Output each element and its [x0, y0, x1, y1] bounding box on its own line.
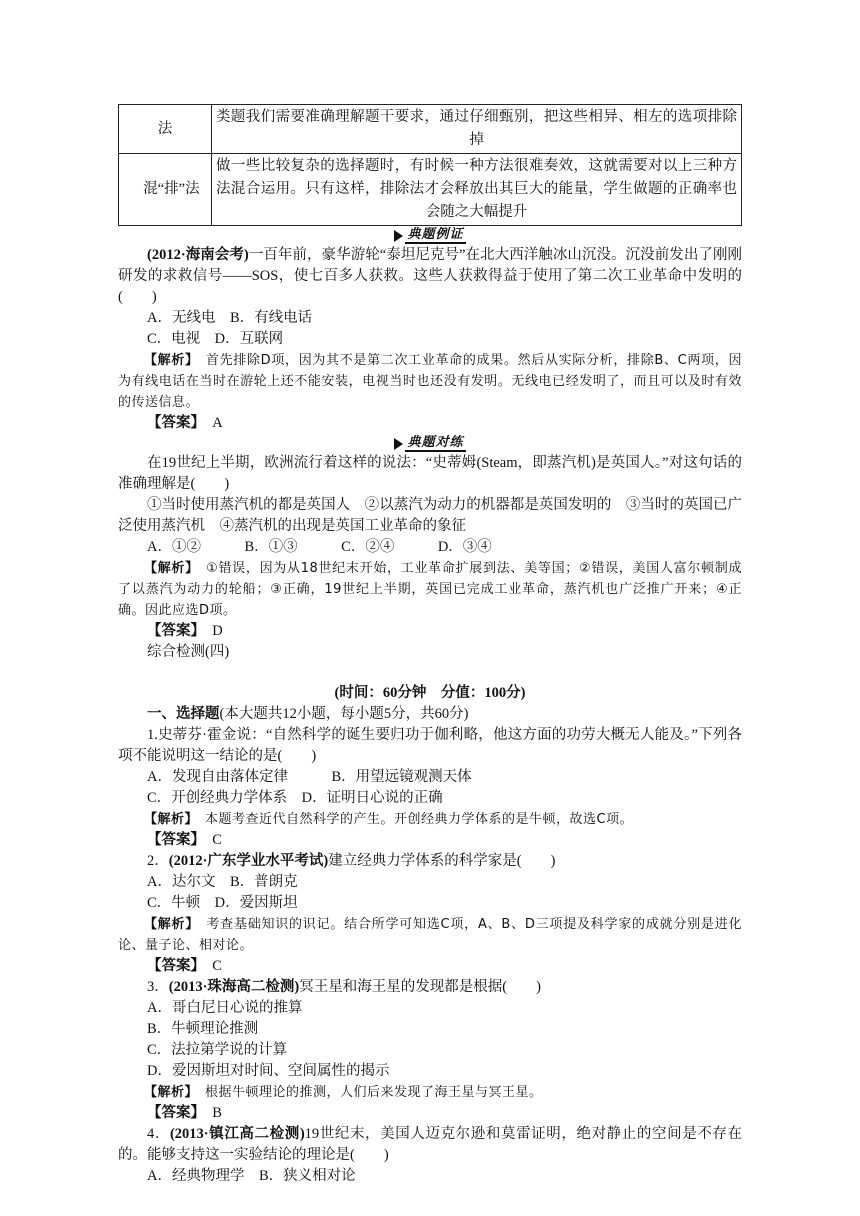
practice-banner: 典题对练	[118, 435, 742, 453]
test-title: 综合检测(四)	[147, 644, 230, 660]
q1-options-1: A．发现自由落体定律 B．用望远镜观测天体	[147, 769, 472, 785]
table-label: 法	[119, 105, 212, 154]
q2-options-1: A．达尔文 B．普朗克	[147, 874, 298, 890]
question-2: 2．(2012·广东学业水平考试)建立经典力学体系的科学家是( )	[147, 853, 556, 869]
practice-items: ①当时使用蒸汽机的都是英国人 ②以蒸汽为动力的机器都是英国发明的 ③当时的英国已广泛使用蒸汽机 ④蒸汽机的出现是英国工业革命的象征	[118, 497, 742, 534]
document-page	[118, 104, 742, 1187]
q1-analysis: 【解析】 本题考查近代自然科学的产生。开创经典力学体系的是牛顿，故选C项。	[144, 812, 634, 827]
q3-answer: 【答案】 B	[147, 1105, 222, 1121]
example-options-1: A．无线电 B．有线电话	[147, 310, 313, 326]
q3-option-a: A．哥白尼日心说的推算	[147, 1000, 303, 1016]
q1-answer: 【答案】 C	[147, 832, 222, 848]
table-row	[119, 154, 742, 226]
practice-analysis: 【解析】 ①错误，因为从18世纪末开始，工业革命扩展到法、美等国；②错误，美国人富尔顿制成了以蒸汽为动力的轮船；③正确，19世纪上半期，英国已完成工业革命，蒸汽机也广泛推广开来；④正确。因此应选D项。	[118, 561, 742, 618]
q2-analysis: 【解析】 考查基础知识的识记。结合所学可知选C项，A、B、D三项提及科学家的成就分别是进化论、量子论、相对论。	[118, 917, 742, 953]
triangle-icon	[394, 438, 403, 450]
section-heading: 一、选择题(本大题共12小题，每小题5分，共60分)	[147, 706, 469, 722]
q1-options-2: C．开创经典力学体系 D．证明日心说的正确	[147, 790, 443, 806]
practice-answer: 【答案】 D	[147, 623, 223, 639]
q2-answer: 【答案】 C	[147, 958, 222, 974]
example-options-2: C．电视 D．互联网	[147, 331, 284, 347]
test-meta: (时间：60分钟 分值：100分)	[334, 685, 526, 701]
example-question: (2012·海南会考)一百年前，豪华游轮“泰坦尼克号”在北大西洋触冰山沉没。沉没前发出了刚刚研发的求救信号——SOS，使七百多人获救。这些人获救得益于使用了第二次工业革命中发明的( )	[118, 247, 742, 305]
methods-table	[118, 104, 742, 226]
table-row	[119, 105, 742, 154]
q3-option-b: B．牛顿理论推测	[147, 1021, 259, 1037]
example-analysis: 【解析】 首先排除D项，因为其不是第二次工业革命的成果。然后从实际分析，排除B、C两项，因为有线电话在当时在游轮上还不能安装，电视当时也还没有发明。无线电已经发明了，而且可以及时有效的传送信息。	[118, 353, 742, 410]
table-desc: 类题我们需要准确理解题干要求，通过仔细甄别，把这些相异、相左的选项排除掉	[212, 105, 742, 154]
question-1: 1.史蒂芬·霍金说：“自然科学的诞生要归功于伽利略，他这方面的功劳大概无人能及。”下列各项不能说明这一结论的是( )	[118, 727, 742, 764]
practice-options: A．①② B．①③ C．②④ D．③④	[147, 539, 492, 555]
practice-question: 在19世纪上半期，欧洲流行着这样的说法：“史蒂姆(Steam，即蒸汽机)是英国人。”对这句话的准确理解是( )	[118, 455, 742, 492]
question-4: 4．(2013·镇江高二检测)19世纪末，美国人迈克尔逊和莫雷证明，绝对静止的空间是不存在的。能够支持这一实验结论的理论是( )	[118, 1126, 742, 1163]
example-answer: 【答案】 A	[147, 415, 223, 431]
question-3: 3．(2013·珠海高二检测)冥王星和海王星的发现都是根据( )	[147, 979, 541, 995]
table-desc: 做一些比较复杂的选择题时，有时候一种方法很难奏效，这就需要对以上三种方法混合运用。只有这样，排除法才会释放出其巨大的能量，学生做题的正确率也会随之大幅提升	[212, 154, 742, 226]
example-banner: 典题例证	[118, 227, 742, 245]
q3-option-d: D．爱因斯坦对时间、空间属性的揭示	[147, 1063, 390, 1079]
q4-options-1: A．经典物理学 B．狭义相对论	[147, 1168, 356, 1184]
q3-analysis: 【解析】 根据牛顿理论的推测，人们后来发现了海王星与冥王星。	[144, 1085, 543, 1100]
q2-options-2: C．牛顿 D．爱因斯坦	[147, 895, 298, 911]
q3-option-c: C．法拉第学说的计算	[147, 1042, 288, 1058]
triangle-icon	[394, 230, 403, 242]
table-label: 混“排”法	[119, 154, 212, 226]
